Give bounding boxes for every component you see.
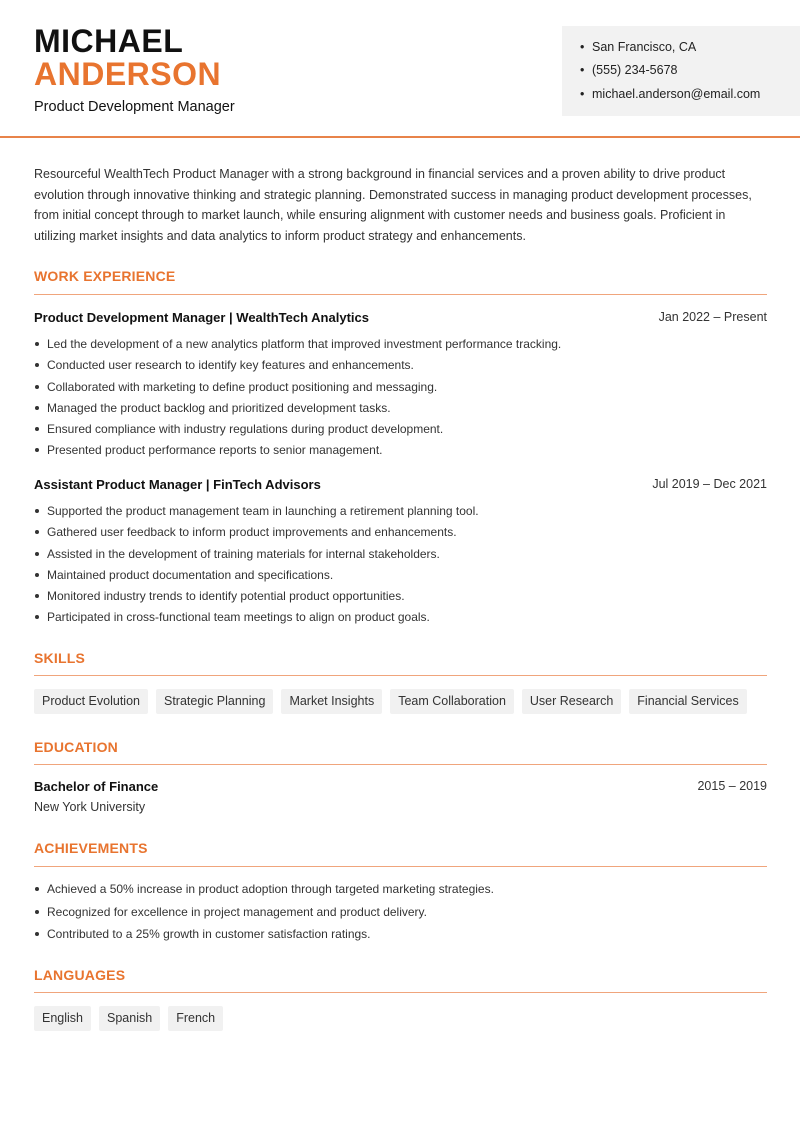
job-bullets [34, 503, 767, 631]
skill-tag: Team Collaboration [390, 689, 514, 714]
achievements-list [34, 881, 767, 949]
list-item: Supported the product management team in launching a retirement planning tool. [34, 503, 767, 524]
skill-tag: Market Insights [281, 689, 382, 714]
contact-phone-text: (555) 234-5678 [592, 63, 678, 77]
contact-phone [580, 63, 677, 77]
list-item: Managed the product backlog and prioritized development tasks. [34, 400, 767, 421]
list-item: Led the development of a new analytics platform that improved investment performance tracking. [34, 336, 767, 357]
list-item: Assisted in the development of training materials for internal stakeholders. [34, 546, 767, 567]
job-title: Product Development Manager [34, 99, 235, 115]
list-item: Recognized for excellence in project management and product delivery. [34, 904, 767, 927]
languages-section-title: LANGUAGES [34, 967, 126, 983]
job-dates: Jul 2019 – Dec 2021 [652, 477, 767, 491]
last-name: ANDERSON [34, 56, 222, 92]
skill-tag: User Research [522, 689, 621, 714]
skill-tag: Financial Services [629, 689, 746, 714]
list-item: Ensured compliance with industry regulations during product development. [34, 421, 767, 442]
list-item: Gathered user feedback to inform product improvements and enhancements. [34, 524, 767, 545]
first-name: MICHAEL [34, 23, 184, 59]
section-divider [34, 675, 767, 676]
list-item: Monitored industry trends to identify potential product opportunities. [34, 588, 767, 609]
languages-tags [34, 1006, 223, 1031]
summary-text: Resourceful WealthTech Product Manager with a strong background in financial services and a proven ability to drive product evolution through innovative thinking and strategic planning. Demonstrated success in managing product development processes, from initial concept through to market launch, while ensuring alignment with customer needs and business goals. Proficient in utilizing market insights and data analytics to inform product strategy and enhancements. [34, 167, 752, 243]
list-item: Participated in cross-functional team meetings to align on product goals. [34, 609, 767, 630]
list-item: Maintained product documentation and specifications. [34, 567, 767, 588]
education-section-title: EDUCATION [34, 739, 118, 755]
section-divider [34, 294, 767, 295]
list-item: Conducted user research to identify key features and enhancements. [34, 357, 767, 378]
job-title-company: Assistant Product Manager | FinTech Advisors [34, 477, 321, 492]
job-dates: Jan 2022 – Present [658, 310, 767, 324]
skills-tags [34, 689, 747, 714]
work-section-title: WORK EXPERIENCE [34, 268, 176, 284]
list-item: Presented product performance reports to senior management. [34, 442, 767, 463]
education-dates: 2015 – 2019 [697, 779, 767, 793]
language-tag: French [168, 1006, 223, 1031]
contact-box [562, 26, 800, 116]
skill-tag: Product Evolution [34, 689, 148, 714]
section-divider [34, 764, 767, 765]
job-heading [34, 477, 767, 492]
contact-location [580, 40, 696, 54]
job-bullets [34, 336, 767, 464]
contact-location-text: San Francisco, CA [592, 40, 697, 54]
job-title-company: Product Development Manager | WealthTech Analytics [34, 310, 369, 325]
skills-section-title: SKILLS [34, 650, 85, 666]
contact-email-text[interactable]: michael.anderson@email.com [592, 87, 761, 101]
list-item: Achieved a 50% increase in product adoption through targeted marketing strategies. [34, 881, 767, 904]
contact-email[interactable] [580, 87, 760, 101]
list-item: Collaborated with marketing to define product positioning and messaging. [34, 379, 767, 400]
section-divider [34, 992, 767, 993]
bullet-icon: • [580, 63, 585, 77]
achievements-section-title: ACHIEVEMENTS [34, 840, 148, 856]
section-divider [34, 866, 767, 867]
education-degree: Bachelor of Finance [34, 779, 159, 794]
language-tag: Spanish [99, 1006, 160, 1031]
list-item: Contributed to a 25% growth in customer satisfaction ratings. [34, 926, 767, 949]
resume-header [0, 0, 800, 138]
bullet-icon: • [580, 87, 585, 101]
education-school: New York University [34, 800, 146, 814]
bullet-icon: • [580, 40, 585, 54]
job-heading [34, 310, 767, 325]
language-tag: English [34, 1006, 91, 1031]
skill-tag: Strategic Planning [156, 689, 273, 714]
